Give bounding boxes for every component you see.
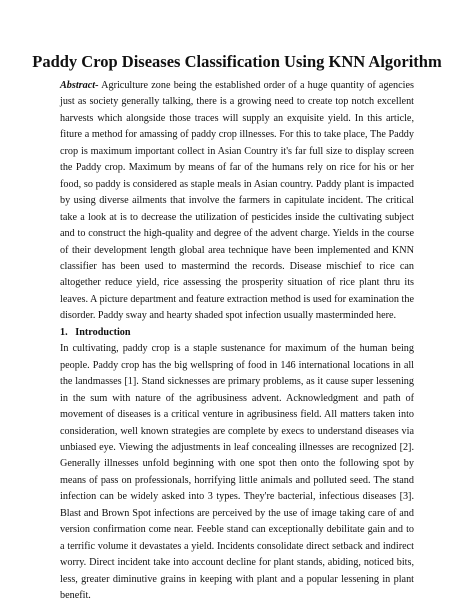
abstract-paragraph [60, 78, 414, 325]
paper-body [60, 78, 414, 605]
introduction-paragraph: In cultivating, paddy crop is a staple sustenance for maximum of the human being people. Paddy crop has the big wellspring of food in 146 international locations in all the landmasses [1]. Stand sicknesses are primary problems, as it cause super lessening in the sum with nature of the agribusiness advent. Acknowledgment and path of movement of diseases is a critical venture in agribusiness field. All matters taken into consideration, well known strategies are complete by execs to understand diseases via unbiased eye. Viewing the adjustments in leaf concealing illnesses are recognized [2]. Generally illnesses unfold beginning with one spot then onto the following spot by means of pass on professionals, horrifying little animals and polluted seed. The stand infection can be widely asked into 3 types. They're bacterial, infectious diseases [3]. Blast and Brown Spot infections are perceived by the use of image taking care of and version confirmation come near. Feeble stand can exceptionally debilitate gain and to a terrific volume it devastates a yield. Incidents consolidate direct setback and indirect worry. Direct incident take into account decline for plant stands, abiding, noticed bits, less, greater diminutive grains in keeping with plant and a popular lessening in plant benefit. [60, 343, 414, 602]
paper-title: Paddy Crop Diseases Classification Using KNN Algorithm [32, 52, 442, 71]
abstract-label: Abstract- [60, 80, 99, 91]
abstract-text: Agriculture zone being the established order of a huge quantity of agencies just as society generally talking, there is a growing need to create top notch excellent harvests which alongside those traces will supply an exquisite yield. In this article, fiture a method for amassing of paddy crop illnesses. For this to take place, The Paddy crop is maximum important collect in Asian Country it's far full size to display screen the Paddy crop. Maximum by means of far of the humans rely on rice for his or her food, so paddy is considered as staple meals in Asian country. Paddy plant is impacted by using diverse ailments that involve the farmers in capitulate incident. The critical take a look at is to decrease the utilization of pesticides inside the cultivating subject and to construct the high-quality and degree of the advent charge. Yields in the course of their development length global area technique have been implemented and KNN classifier has been used to mastermind the records. Disease mischief to rice can altogether reduce yield, rice assessing the prosperity situation of rice plant thru its leaves. A picture department and feature extraction method is used for examination the disorder. Paddy sway and hearty shaded spot infection usually masterminded here. [60, 80, 414, 322]
section-heading-introduction: 1. Introduction [60, 326, 131, 338]
